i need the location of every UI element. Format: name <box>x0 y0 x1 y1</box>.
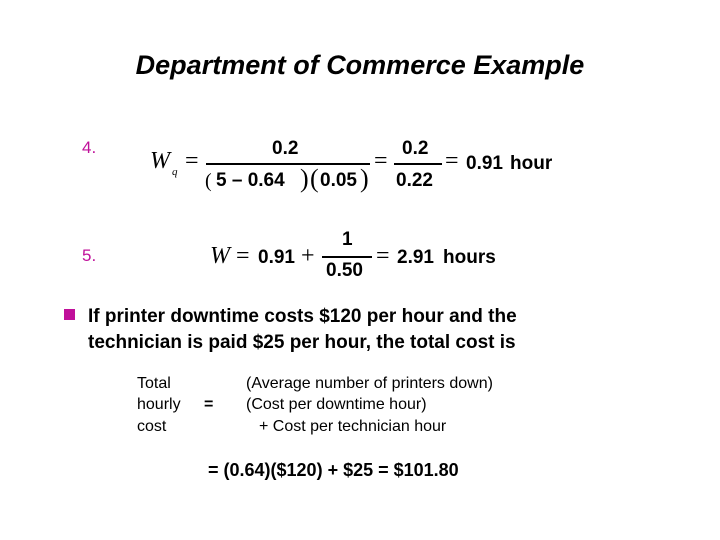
result-value: 0.91 <box>466 153 503 174</box>
w-symbol: W <box>210 243 230 269</box>
equals-sign: = <box>445 148 459 174</box>
term-value: 0.91 <box>258 247 295 268</box>
fraction-bar <box>322 256 372 258</box>
paren-open: ( <box>310 164 319 193</box>
paren-close: ) <box>360 164 369 193</box>
paragraph-line: If printer downtime costs $120 per hour and the <box>88 306 517 327</box>
cost-term-line: (Average number of printers down) <box>246 375 493 392</box>
fraction-numerator: 0.2 <box>402 138 429 159</box>
result-value: 2.91 <box>397 247 434 268</box>
equals-sign: = <box>204 396 214 413</box>
final-calculation: = (0.64)($120) + $25 = $101.80 <box>208 460 459 480</box>
slide-title: Department of Commerce Example <box>135 50 585 80</box>
bullet-square-icon <box>64 309 75 320</box>
paren-close: ) <box>300 164 309 193</box>
equals-sign: = <box>374 148 388 174</box>
plus-sign: + <box>301 243 315 269</box>
cost-term-line: (Cost per downtime hour) <box>246 396 427 413</box>
wq-subscript: q <box>172 166 178 178</box>
result-unit: hour <box>510 153 553 174</box>
fraction-numerator: 1 <box>342 229 353 250</box>
equals-sign: = <box>236 243 250 269</box>
step-number-4: 4. <box>82 138 97 157</box>
equals-sign: = <box>376 243 390 269</box>
fraction-denominator-part: 0.05 <box>320 170 357 191</box>
fraction-denominator-part: 5 – 0.64 <box>216 170 285 191</box>
step-number-5: 5. <box>82 246 97 265</box>
fraction-denominator: 0.50 <box>326 260 363 281</box>
cost-label-line: cost <box>137 418 167 435</box>
wq-symbol: W <box>150 148 170 174</box>
result-unit: hours <box>443 247 496 268</box>
fraction-denominator: 0.22 <box>396 170 433 191</box>
fraction-bar <box>394 163 442 165</box>
fraction-bar <box>206 163 370 165</box>
cost-label-line: Total <box>137 375 171 392</box>
cost-label-line: hourly <box>137 396 181 413</box>
equals-sign: = <box>185 148 199 174</box>
paragraph-line: technician is paid $25 per hour, the total cost is <box>88 332 516 353</box>
paren-open: ( <box>205 170 212 192</box>
cost-term-line: + Cost per technician hour <box>259 418 447 435</box>
fraction-numerator: 0.2 <box>272 138 299 159</box>
